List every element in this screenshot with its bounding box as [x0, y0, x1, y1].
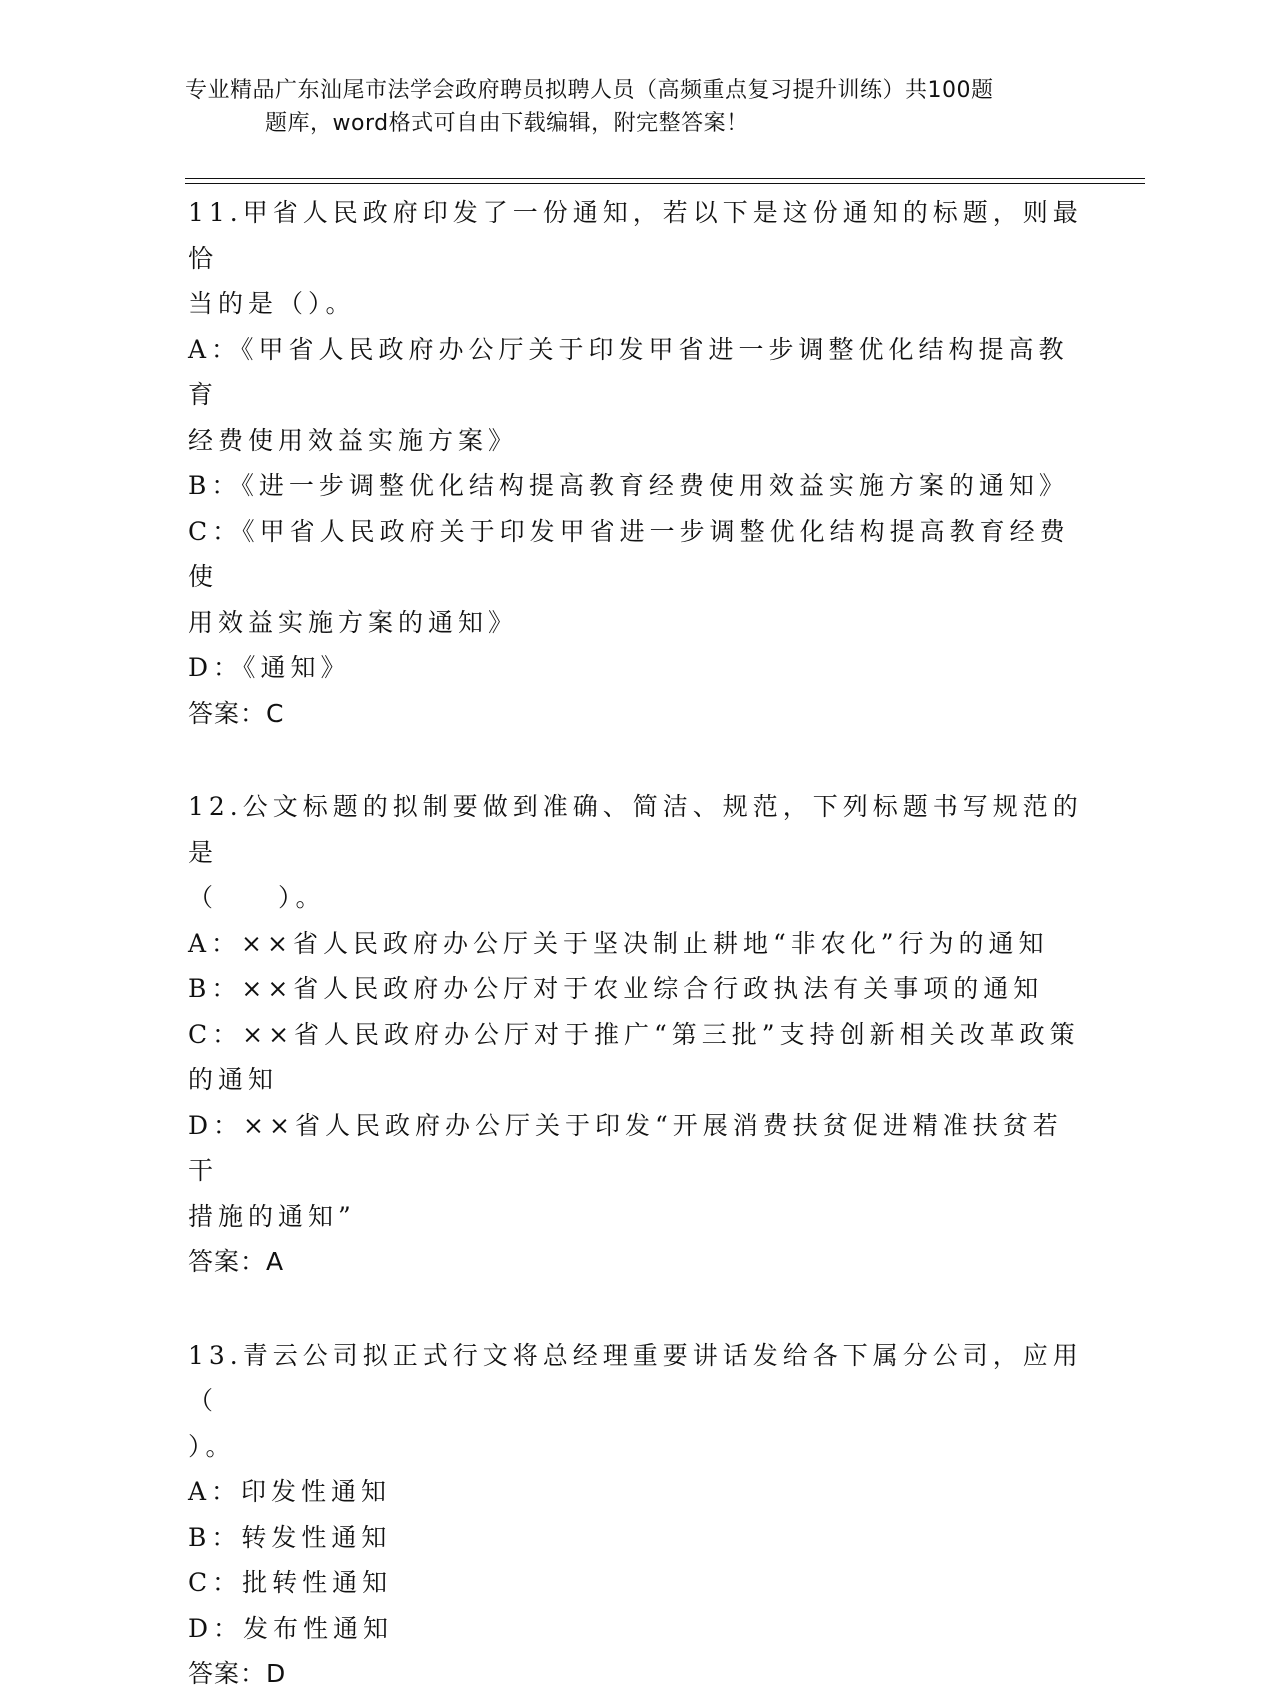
header-title-line-2: 题库，word格式可自由下载编辑，附完整答案！ [265, 111, 749, 136]
option-a: A：印发性通知 [188, 1477, 392, 1506]
header-title-line-1: 专业精品广东汕尾市法学会政府聘员拟聘人员（高频重点复习提升训练）共100题 [185, 78, 994, 103]
option-a: A：××省人民政府办公厅关于坚决制止耕地“非农化”行为的通知 [188, 928, 1049, 958]
header-divider-bottom [185, 183, 1145, 184]
document-header [185, 74, 1085, 140]
option-c: C：批转性通知 [188, 1568, 393, 1597]
question-stem-continued: 当的是（）。 [188, 289, 356, 318]
question-stem: 12.公文标题的拟制要做到准确、简洁、规范，下列标题书写规范的是 [188, 792, 1083, 867]
answer: 答案：C [188, 698, 285, 728]
option-c: C：《甲省人民政府关于印发甲省进一步调整优化结构提高教育经费使 [188, 516, 1070, 591]
option-c: C：××省人民政府办公厅对于推广“第三批”支持创新相关改革政策 [188, 1019, 1080, 1049]
question-13 [188, 1333, 1088, 1697]
question-stem-continued: ）。 [188, 1431, 236, 1461]
option-b: B：转发性通知 [188, 1522, 392, 1552]
question-stem: 13.青云公司拟正式行文将总经理重要讲话发给各下属分公司，应用（ [188, 1340, 1083, 1415]
option-d: D：《通知》 [188, 653, 351, 682]
option-a-continued: 经费使用效益实施方案》 [188, 425, 519, 455]
question-stem-continued: （ ）。 [188, 883, 326, 912]
option-d: D：××省人民政府办公厅关于印发“开展消费扶贫促进精准扶贫若干 [188, 1110, 1063, 1185]
question-12 [188, 784, 1088, 1285]
question-stem: 11.甲省人民政府印发了一份通知，若以下是这份通知的标题，则最恰 [188, 198, 1083, 273]
answer: 答案：A [188, 1247, 285, 1276]
option-c-continued: 用效益实施方案的通知》 [188, 607, 519, 637]
question-list [188, 190, 1088, 1697]
header-divider-top [185, 178, 1145, 179]
answer: 答案：D [188, 1659, 287, 1688]
option-b: B：《进一步调整优化结构提高教育经费使用效益实施方案的通知》 [188, 471, 1069, 500]
option-d-continued: 措施的通知” [188, 1201, 356, 1231]
option-a: A：《甲省人民政府办公厅关于印发甲省进一步调整优化结构提高教育 [188, 334, 1069, 409]
option-d: D：发布性通知 [188, 1613, 394, 1643]
question-11 [188, 190, 1088, 736]
option-b: B：××省人民政府办公厅对于农业综合行政执法有关事项的通知 [188, 974, 1044, 1003]
option-c-continued: 的通知 [188, 1065, 279, 1094]
